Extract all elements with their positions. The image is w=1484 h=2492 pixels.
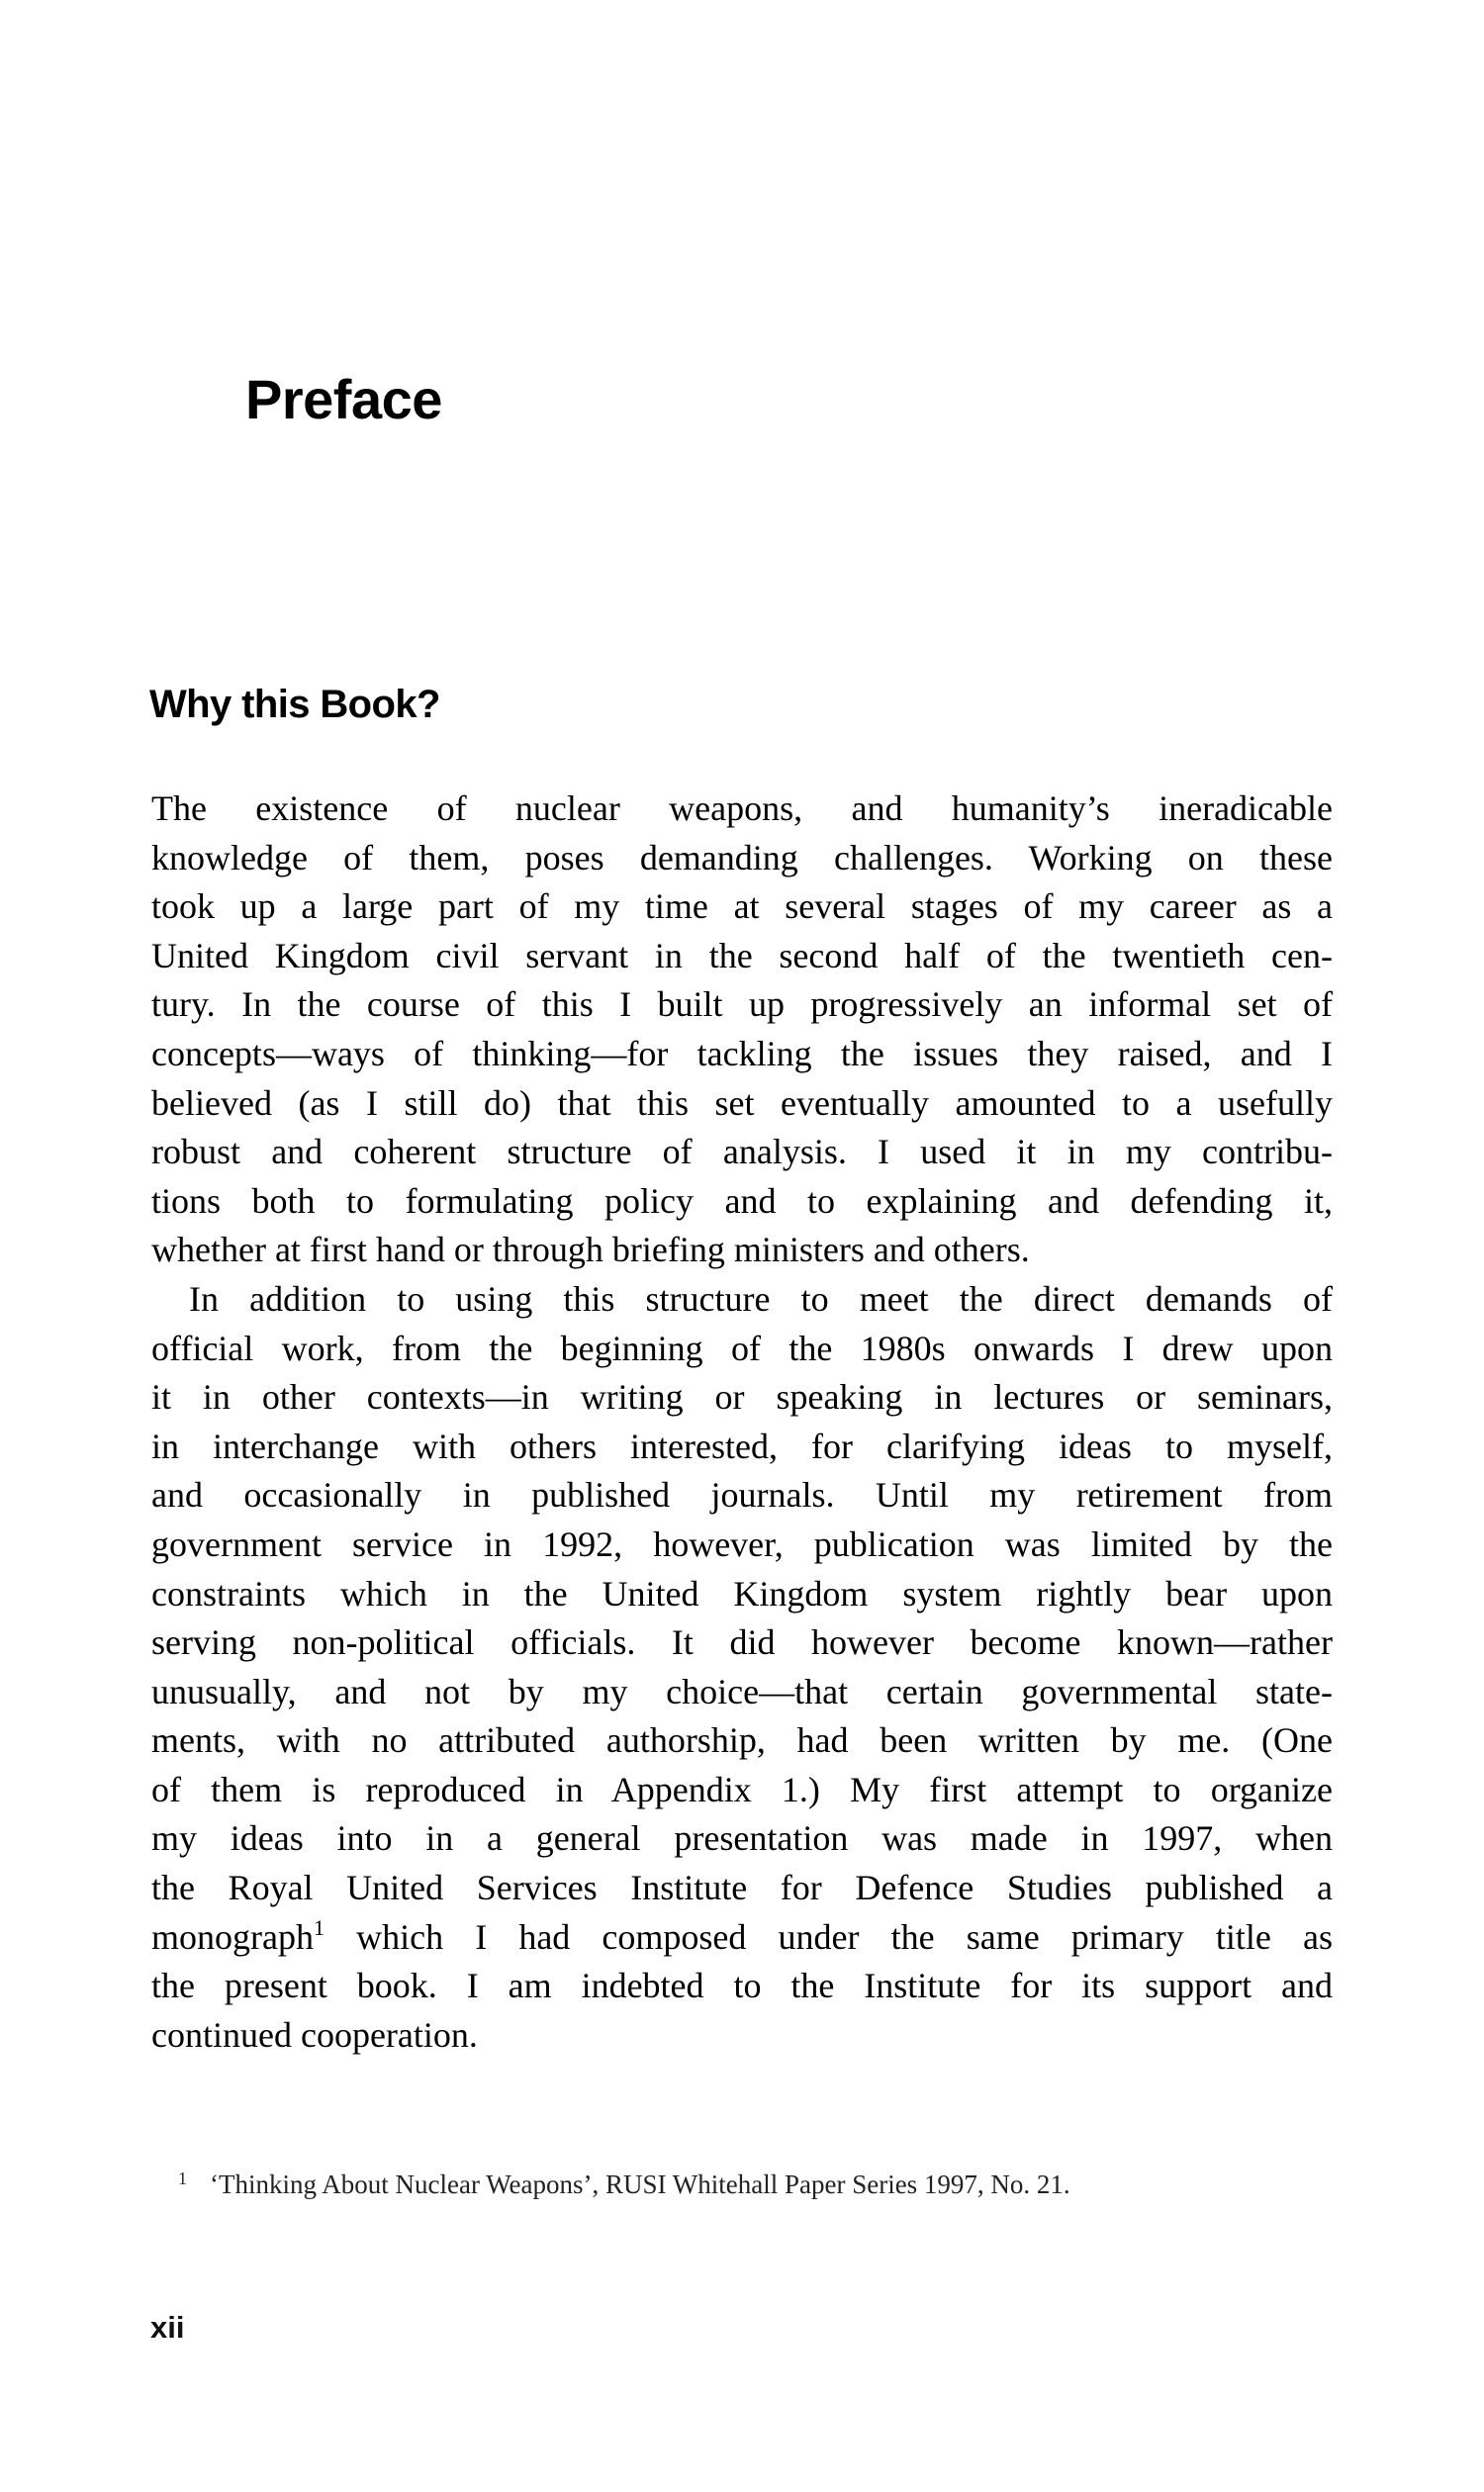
paragraph-2 [151,1275,1333,2061]
chapter-title: Preface [245,368,442,430]
section-heading: Why this Book? [149,683,440,726]
paragraph-1 [151,785,1333,1275]
text-line: serving non-political officials. It did however become known—rather [151,1622,1333,1663]
text-line: tions both to formulating policy and to explaining and defending it, [151,1180,1333,1221]
text-line: continued cooperation. [151,2014,478,2055]
footnote-text: ‘Thinking About Nuclear Weapons’, RUSI Whitehall Paper Series 1997, No. 21. [210,2169,1070,2199]
text-line: whether at first hand or through briefing ministers and others. [151,1230,1030,1270]
text-line: ments, with no attributed authorship, had been written by me. (One [151,1720,1333,1761]
text-line: The existence of nuclear weapons, and humanity’s ineradicable [151,788,1333,828]
body-text [151,785,1333,2060]
text-line: government service in 1992, however, publication was limited by the [151,1523,1333,1564]
text-line: the present book. I am indebted to the Institute for its support and [151,1966,1333,2006]
text-line: official work, from the beginning of the 1980s onwards I drew upon [151,1328,1333,1368]
text-line: unusually, and not by my choice—that certain governmental state- [151,1671,1333,1711]
text-line: constraints which in the United Kingdom system rightly bear upon [151,1573,1333,1614]
text-line: In addition to using this structure to meet the direct demands of [189,1278,1333,1319]
footnote-reference[interactable]: 1 [313,1914,325,1940]
text-line: my ideas into in a general presentation was made in 1997, when [151,1818,1333,1859]
page-number: xii [150,2310,185,2345]
text-line: and occasionally in published journals. Until my retirement from [151,1475,1333,1516]
text-fragment: which I had composed under the same primary title as [324,1916,1333,1957]
text-line: took up a large part of my time at several stages of my career as a [151,886,1333,927]
text-line: the Royal United Services Institute for Defence Studies published a [151,1868,1333,1908]
text-line: of them is reproduced in Appendix 1.) My first attempt to organize [151,1769,1333,1809]
text-line: in interchange with others interested, for clarifying ideas to myself, [151,1426,1333,1466]
text-line-with-footnote-ref [151,1913,1333,1963]
text-line: robust and coherent structure of analysis. I used it in my contribu- [151,1132,1333,1172]
text-line: concepts—ways of thinking—for tackling the issues they raised, and I [151,1033,1333,1073]
text-fragment: monograph [151,1916,314,1957]
text-line: United Kingdom civil servant in the second half of the twentieth cen- [151,935,1333,975]
text-line: tury. In the course of this I built up progressively an informal set of [151,984,1333,1025]
footnote: 1 ‘Thinking About Nuclear Weapons’, RUSI Whitehall Paper Series 1997, No. 21. [178,2169,1070,2199]
text-line: knowledge of them, poses demanding challenges. Working on these [151,837,1333,877]
text-line: it in other contexts—in writing or speaking in lectures or seminars, [151,1377,1333,1418]
text-line: believed (as I still do) that this set eventually amounted to a usefully [151,1082,1333,1123]
